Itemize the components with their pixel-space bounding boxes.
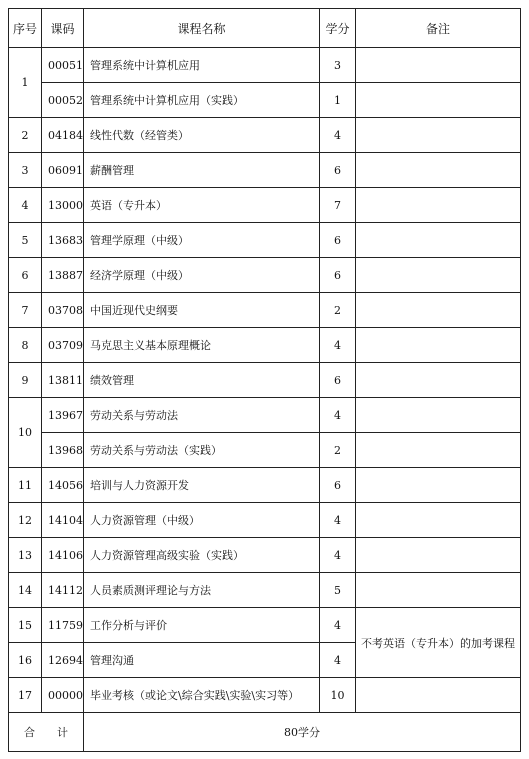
note-cell [356,293,521,328]
name-cell: 薪酬管理 [84,153,320,188]
code-cell: 14106 [42,538,84,573]
header-name: 课程名称 [84,9,320,48]
table-row [9,608,521,643]
credit-cell: 6 [320,468,356,503]
note-cell [356,363,521,398]
table-row [9,398,521,433]
course-table [8,8,521,752]
note-cell [356,433,521,468]
note-cell [356,48,521,83]
table-row [9,363,521,398]
name-cell: 中国近现代史纲要 [84,293,320,328]
note-additional-courses: 不考英语（专升本）的加考课程 [356,608,521,678]
name-cell: 人员素质测评理论与方法 [84,573,320,608]
seq-cell: 2 [9,118,42,153]
note-cell [356,258,521,293]
note-cell [356,153,521,188]
table-row [9,293,521,328]
name-cell: 管理学原理（中级） [84,223,320,258]
code-cell: 13000 [42,188,84,223]
credit-cell: 4 [320,643,356,678]
code-cell: 12694 [42,643,84,678]
table-row [9,48,521,83]
credit-cell: 4 [320,503,356,538]
credit-cell: 4 [320,608,356,643]
name-cell: 培训与人力资源开发 [84,468,320,503]
credit-cell: 6 [320,258,356,293]
table-row [9,468,521,503]
name-cell: 劳动关系与劳动法（实践） [84,433,320,468]
seq-cell: 14 [9,573,42,608]
credit-cell: 1 [320,83,356,118]
table-row [9,503,521,538]
note-cell [356,118,521,153]
name-cell: 工作分析与评价 [84,608,320,643]
code-cell: 00000 [42,678,84,713]
code-cell: 13811 [42,363,84,398]
header-note: 备注 [356,9,521,48]
table-row [9,433,521,468]
note-cell [356,328,521,363]
seq-cell: 6 [9,258,42,293]
note-cell [356,538,521,573]
name-cell: 管理系统中计算机应用 [84,48,320,83]
credit-cell: 4 [320,398,356,433]
code-cell: 04184 [42,118,84,153]
credit-cell: 4 [320,118,356,153]
credit-cell: 7 [320,188,356,223]
name-cell: 管理系统中计算机应用（实践） [84,83,320,118]
code-cell: 14056 [42,468,84,503]
note-cell [356,188,521,223]
name-cell: 劳动关系与劳动法 [84,398,320,433]
name-cell: 绩效管理 [84,363,320,398]
credit-cell: 4 [320,538,356,573]
code-cell: 14112 [42,573,84,608]
total-label: 合 计 [9,713,84,752]
total-value: 80学分 [84,713,521,752]
code-cell: 00051 [42,48,84,83]
name-cell: 线性代数（经管类） [84,118,320,153]
table-row [9,83,521,118]
name-cell: 人力资源管理（中级） [84,503,320,538]
seq-cell: 15 [9,608,42,643]
code-cell: 14104 [42,503,84,538]
total-row [9,713,521,752]
header-seq: 序号 [9,9,42,48]
name-cell: 马克思主义基本原理概论 [84,328,320,363]
table-row [9,538,521,573]
note-cell [356,468,521,503]
seq-cell: 10 [9,398,42,468]
seq-cell: 3 [9,153,42,188]
seq-cell: 12 [9,503,42,538]
table-row [9,678,521,713]
seq-cell: 4 [9,188,42,223]
credit-cell: 10 [320,678,356,713]
code-cell: 03708 [42,293,84,328]
note-cell [356,503,521,538]
seq-cell: 5 [9,223,42,258]
table-row [9,573,521,608]
header-row [9,9,521,48]
code-cell: 11759 [42,608,84,643]
table-row [9,223,521,258]
seq-cell: 11 [9,468,42,503]
credit-cell: 6 [320,153,356,188]
code-cell: 06091 [42,153,84,188]
code-cell: 13968 [42,433,84,468]
credit-cell: 2 [320,433,356,468]
table-row [9,153,521,188]
credit-cell: 3 [320,48,356,83]
code-cell: 13683 [42,223,84,258]
code-cell: 13967 [42,398,84,433]
seq-cell: 16 [9,643,42,678]
seq-cell: 1 [9,48,42,118]
name-cell: 经济学原理（中级） [84,258,320,293]
table-row [9,188,521,223]
code-cell: 03709 [42,328,84,363]
credit-cell: 5 [320,573,356,608]
note-cell [356,678,521,713]
seq-cell: 17 [9,678,42,713]
note-cell [356,223,521,258]
note-cell [356,573,521,608]
credit-cell: 6 [320,363,356,398]
note-cell [356,83,521,118]
table-row [9,118,521,153]
credit-cell: 2 [320,293,356,328]
header-credit: 学分 [320,9,356,48]
name-cell: 人力资源管理高级实验（实践） [84,538,320,573]
credit-cell: 4 [320,328,356,363]
code-cell: 13887 [42,258,84,293]
name-cell: 英语（专升本） [84,188,320,223]
table-row [9,328,521,363]
seq-cell: 13 [9,538,42,573]
table-row [9,258,521,293]
note-cell [356,398,521,433]
seq-cell: 7 [9,293,42,328]
code-cell: 00052 [42,83,84,118]
seq-cell: 8 [9,328,42,363]
name-cell: 毕业考核（或论文\综合实践\实验\实习等） [84,678,320,713]
name-cell: 管理沟通 [84,643,320,678]
header-code: 课码 [42,9,84,48]
seq-cell: 9 [9,363,42,398]
credit-cell: 6 [320,223,356,258]
